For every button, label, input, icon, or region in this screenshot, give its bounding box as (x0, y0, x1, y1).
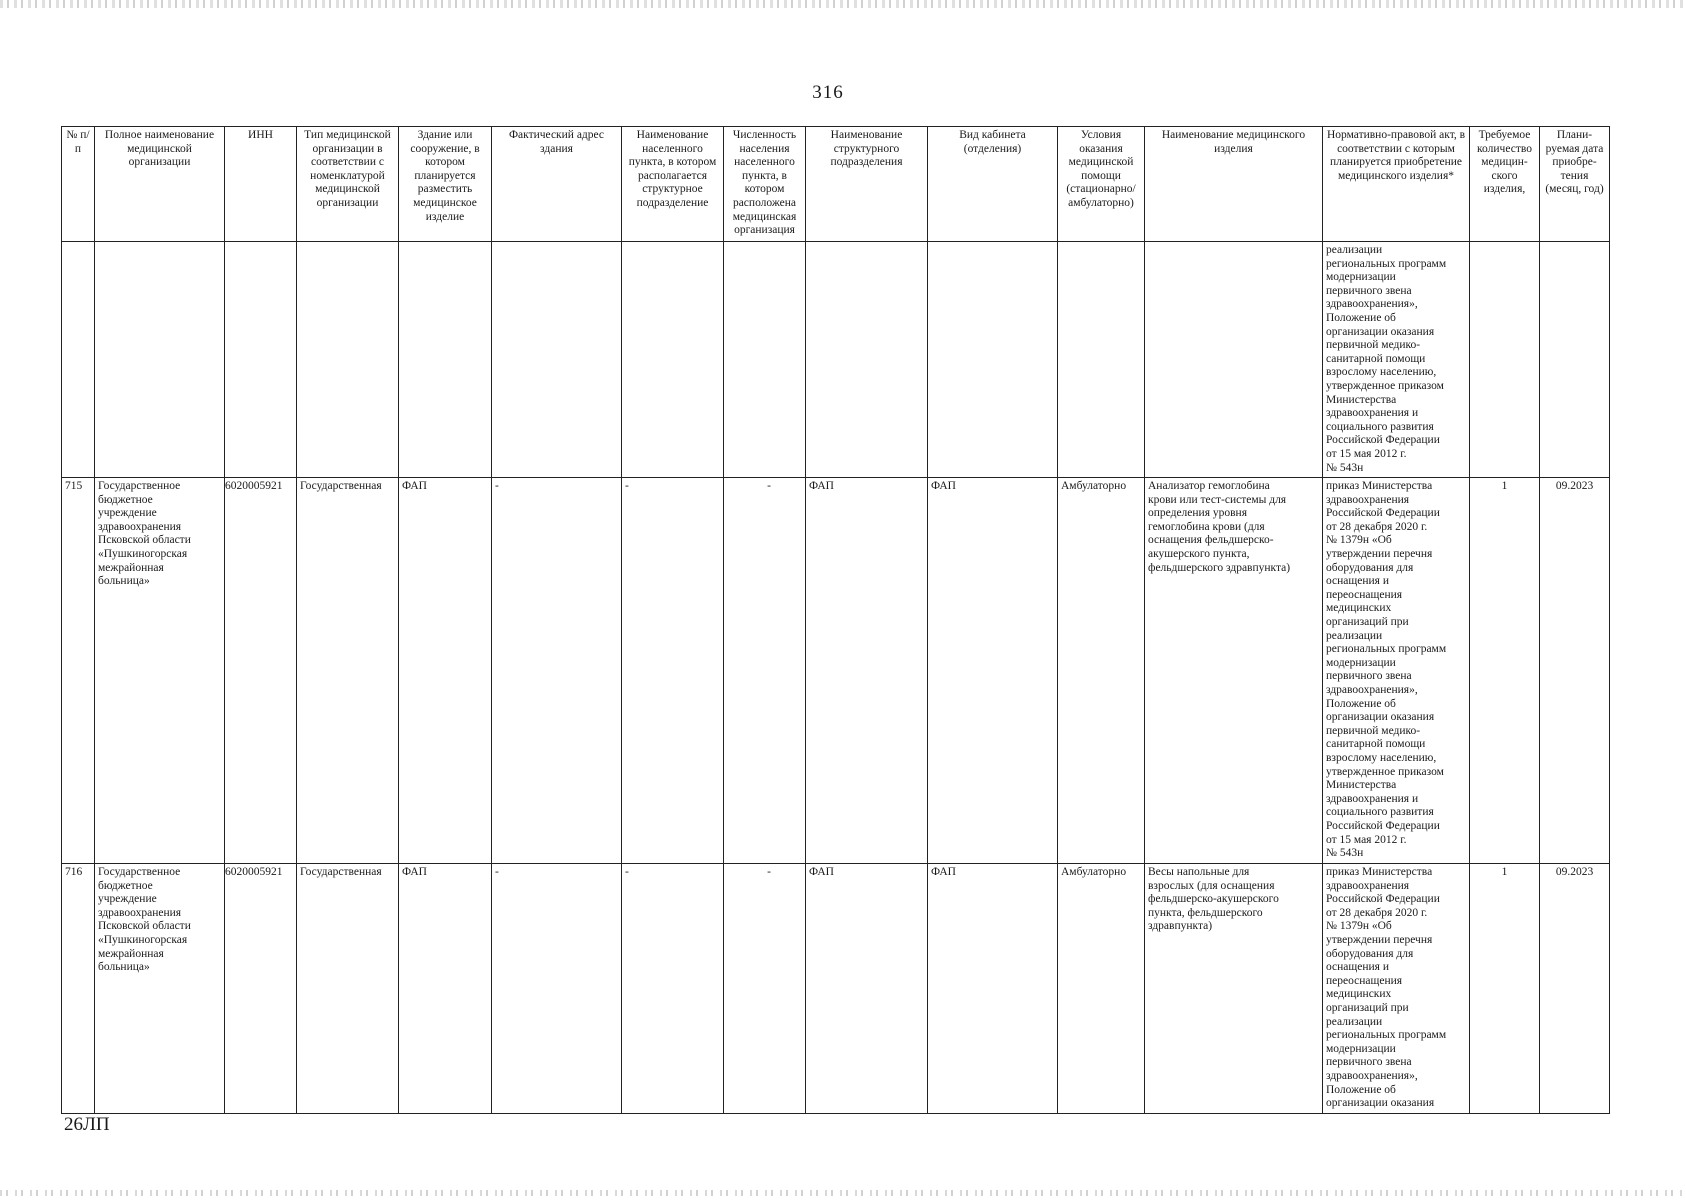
scan-edge-bottom (0, 1190, 1686, 1196)
cell-conditions: Амбулаторно (1058, 478, 1145, 864)
cell-subdivision: ФАП (806, 864, 928, 1114)
footer-code: 26ЛП (64, 1114, 110, 1135)
col-header-qty: Требуемое количество медицин-ского изделия, (1470, 127, 1540, 242)
table-row (62, 864, 1610, 1114)
col-header-building: Здание или сооружение, в котором планируется разместить медицинское изделие (399, 127, 492, 242)
col-header-cabinet: Вид кабинета (отделения) (928, 127, 1058, 242)
col-header-device: Наименование медицинского изделия (1145, 127, 1323, 242)
cell-settlement: - (622, 864, 724, 1114)
table-row-continuation (62, 242, 1610, 478)
cell-type: Государственная (297, 478, 399, 864)
cell-cabinet: ФАП (928, 864, 1058, 1114)
cell-date: 09.2023 (1540, 864, 1610, 1114)
cell-type: Государственная (297, 864, 399, 1114)
cell-settlement: - (622, 478, 724, 864)
col-header-conditions: Условия оказания медицинской помощи (стационарно/ амбулаторно) (1058, 127, 1145, 242)
col-header-num: № п/п (62, 127, 95, 242)
cell-date: 09.2023 (1540, 478, 1610, 864)
col-header-type: Тип медицинской организации в соответствии с номенклатурой медицинской организации (297, 127, 399, 242)
cell-num: 716 (62, 864, 95, 1114)
cell-inn: 6020005921 (225, 864, 297, 1114)
cell-conditions: Амбулаторно (1058, 864, 1145, 1114)
cell-qty: 1 (1470, 864, 1540, 1114)
col-header-settlement: Наименование населенного пункта, в котором располагается структурное подразделение (622, 127, 724, 242)
cell-population: - (724, 478, 806, 864)
cell-device: Анализатор гемоглобина крови или тест-системы для определения уровня гемоглобина крови (для оснащения фельдшерско- акушерского пункта, фельдшерского здравпункта) (1145, 478, 1323, 864)
cell-address: - (492, 478, 622, 864)
cell-address: - (492, 864, 622, 1114)
cell-act-continuation: реализации региональных программ модернизации первичного звена здравоохранения», Положение об организации оказания первичной медико- санитарной помощи взрослому населению, утвержденное приказом Министерства здравоохранения и социального развития Российской Федерации от 15 мая 2012 г. № 543н (1323, 242, 1470, 478)
cell-qty: 1 (1470, 478, 1540, 864)
cell-device: Весы напольные для взрослых (для оснащения фельдшерско-акушерского пункта, фельдшерского здравпункта) (1145, 864, 1323, 1114)
table-header-row (62, 127, 1610, 242)
cell-inn: 6020005921 (225, 478, 297, 864)
cell-act: приказ Министерства здравоохранения Российской Федерации от 28 декабря 2020 г. № 1379н «Об утверждении перечня оборудования для оснащения и переоснащения медицинских организаций при реализации региональных программ модернизации первичного звена здравоохранения», Положение об организации оказания (1323, 864, 1470, 1114)
page-number: 316 (812, 82, 844, 103)
cell-cabinet: ФАП (928, 478, 1058, 864)
cell-num: 715 (62, 478, 95, 864)
table-row (62, 478, 1610, 864)
col-header-date: Плани-руемая дата приобре-тения (месяц, год) (1540, 127, 1610, 242)
cell-population: - (724, 864, 806, 1114)
cell-subdivision: ФАП (806, 478, 928, 864)
cell-building: ФАП (399, 478, 492, 864)
cell-org: Государственное бюджетное учреждение здравоохранения Псковской области «Пушкиногорская межрайонная больница» (95, 478, 225, 864)
col-header-act: Нормативно-правовой акт, в соответствии с которым планируется приобретение медицинского изделия* (1323, 127, 1470, 242)
col-header-inn: ИНН (225, 127, 297, 242)
col-header-population: Численность населения населенного пункта, в котором расположена медицинская организация (724, 127, 806, 242)
scan-edge-top (0, 0, 1686, 8)
col-header-address: Фактический адрес здания (492, 127, 622, 242)
cell-act: приказ Министерства здравоохранения Российской Федерации от 28 декабря 2020 г. № 1379н «Об утверждении перечня оборудования для оснащения и переоснащения медицинских организаций при реализации региональных программ модернизации первичного звена здравоохранения», Положение об организации оказания первичной медико- санитарной помощи взрослому населению, утвержденное приказом Министерства здравоохранения и социального развития Российской Федерации от 15 мая 2012 г. № 543н (1323, 478, 1470, 864)
col-header-subdivision: Наименование структурного подразделения (806, 127, 928, 242)
equipment-table (61, 126, 1610, 1114)
cell-building: ФАП (399, 864, 492, 1114)
col-header-org: Полное наименование медицинской организации (95, 127, 225, 242)
cell-org: Государственное бюджетное учреждение здравоохранения Псковской области «Пушкиногорская межрайонная больница» (95, 864, 225, 1114)
